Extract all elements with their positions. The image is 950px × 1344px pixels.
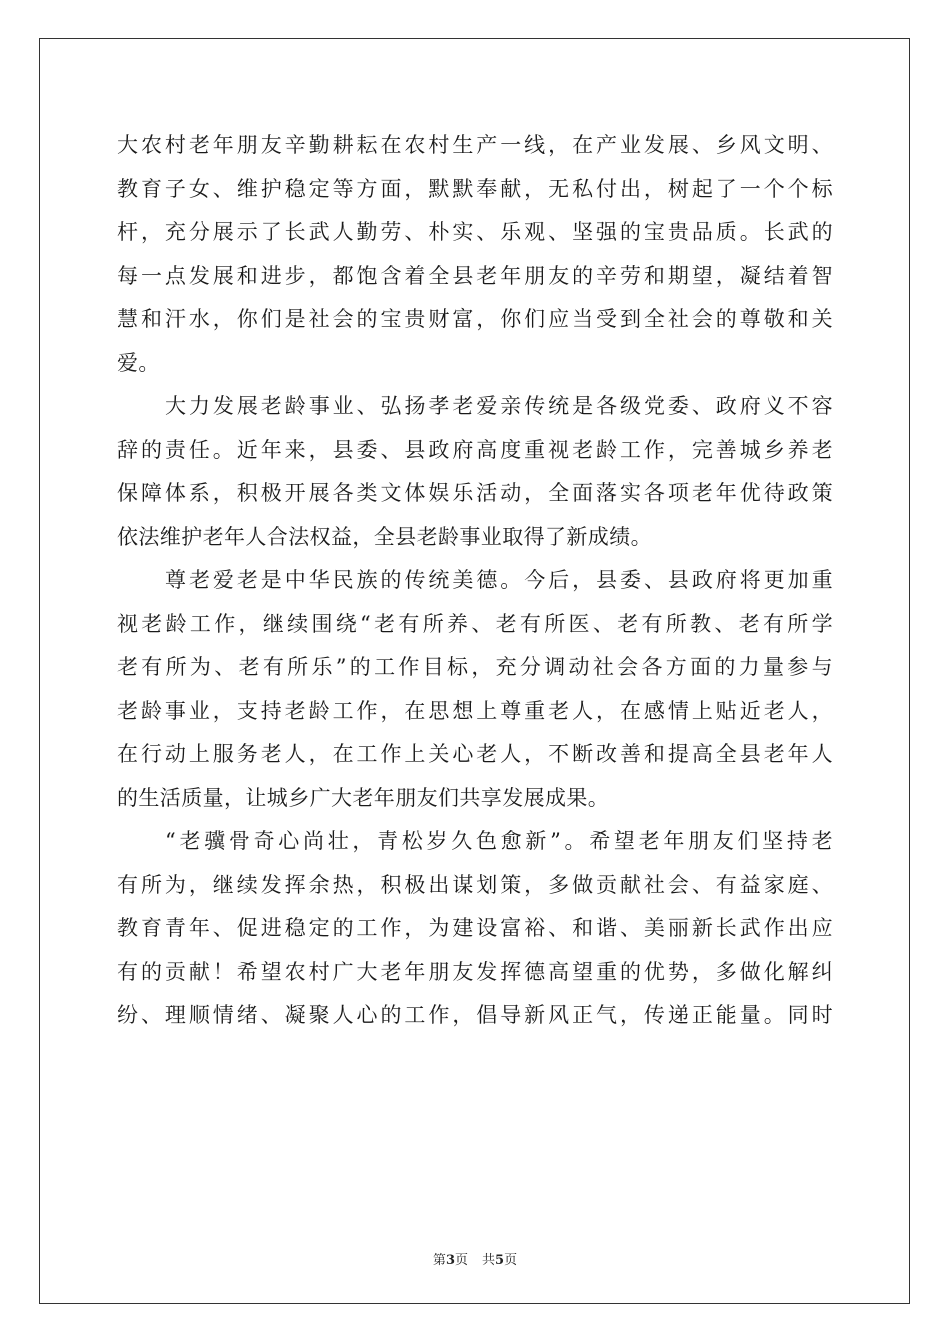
- text-line: 有所为，继续发挥余热，积极出谋划策，多做贡献社会、有益家庭、: [117, 872, 833, 897]
- text-line: 杆，充分展示了长武人勤劳、朴实、乐观、坚强的宝贵品质。长武的: [117, 220, 833, 244]
- text-line: 老龄事业，支持老龄工作，在思想上尊重老人，在感情上贴近老人，: [117, 698, 833, 723]
- page-number: 3: [445, 1253, 455, 1268]
- page-footer: [0, 1249, 950, 1268]
- text-line: 纷、理顺情绪、凝聚人心的工作，倡导新风正气，传递正能量。同时: [117, 1003, 833, 1027]
- total-suffix: 页: [504, 1253, 518, 1268]
- page-prefix: 第: [432, 1253, 446, 1268]
- text-line: “老骥骨奇心尚壮，青松岁久色愈新”。希望老年朋友们坚持老: [165, 829, 833, 853]
- text-line: 大农村老年朋友辛勤耕耘在农村生产一线，在产业发展、乡风文明、: [117, 133, 833, 157]
- text-line: 辞的责任。近年来，县委、县政府高度重视老龄工作，完善城乡养老: [117, 437, 833, 462]
- total-pages: 5: [495, 1253, 505, 1268]
- text-line: 每一点发展和进步，都饱含着全县老年朋友的辛劳和期望，凝结着智: [117, 263, 833, 288]
- text-line: 的生活质量，让城乡广大老年朋友们共享发展成果。: [117, 785, 610, 810]
- document-body: [117, 124, 833, 1038]
- page-suffix: 页: [454, 1253, 468, 1268]
- text-line: 爱。: [117, 350, 160, 375]
- text-line: 教育子女、维护稳定等方面，默默奉献，无私付出，树起了一个个标: [117, 176, 833, 201]
- text-line: 有的贡献！希望农村广大老年朋友发挥德高望重的优势，多做化解纠: [117, 959, 833, 984]
- text-line: 在行动上服务老人，在工作上关心老人，不断改善和提高全县老年人: [117, 742, 833, 766]
- total-prefix: 共: [482, 1253, 496, 1268]
- text-line: 尊老爱老是中华民族的传统美德。今后，县委、县政府将更加重: [165, 568, 833, 592]
- text-line: 保障体系，积极开展各类文体娱乐活动，全面落实各项老年优待政策: [117, 481, 833, 505]
- text-line: 慧和汗水，你们是社会的宝贵财富，你们应当受到全社会的尊敬和关: [117, 307, 833, 331]
- text-line: 教育青年、促进稳定的工作，为建设富裕、和谐、美丽新长武作出应: [117, 916, 833, 940]
- text-line: 视老龄工作，继续围绕“老有所养、老有所医、老有所教、老有所学: [117, 611, 833, 636]
- text-line: 大力发展老龄事业、弘扬孝老爱亲传统是各级党委、政府义不容: [165, 394, 833, 418]
- text-line: 老有所为、老有所乐”的工作目标，充分调动社会各方面的力量参与: [117, 655, 833, 679]
- text-line: 依法维护老年人合法权益，全县老龄事业取得了新成绩。: [117, 524, 652, 549]
